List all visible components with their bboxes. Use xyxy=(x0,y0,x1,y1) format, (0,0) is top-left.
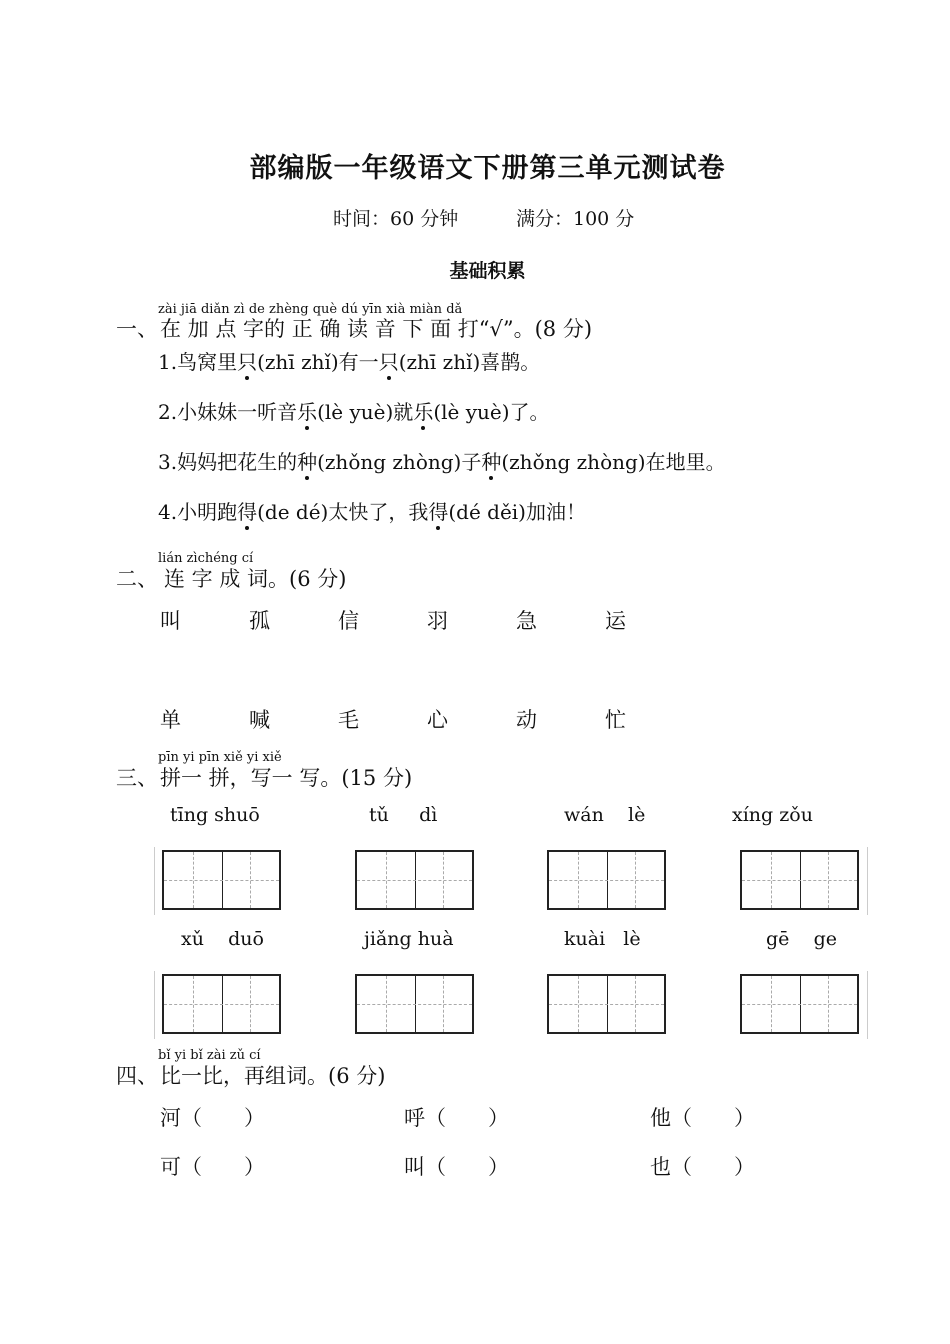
dotted-char: 乐 xyxy=(297,396,317,425)
writing-grid[interactable] xyxy=(547,850,666,910)
page-title: 部编版一年级语文下册第三单元测试卷 xyxy=(249,153,726,184)
pinyin-prompt: xíng zǒu xyxy=(732,804,813,826)
q2-top-char[interactable]: 运 xyxy=(605,609,626,633)
q4-word-blank[interactable]: 可（ ） xyxy=(160,1155,265,1179)
q4-instruction: 比一比，再组词。(6 分) xyxy=(160,1064,386,1088)
q2-top-char[interactable]: 急 xyxy=(516,609,537,633)
q3-instruction: 拼一 拼，写一 写。(15 分) xyxy=(160,766,413,790)
section-heading: 基础积累 xyxy=(449,260,526,282)
pinyin-prompt: tǔ dì xyxy=(369,804,438,826)
q1-item: 2.小妹妹一听音乐(lè yuè)就乐(lè yuè)了。 xyxy=(158,396,550,425)
writing-grid[interactable] xyxy=(740,850,859,910)
exam-time: 时间：60 分钟 xyxy=(333,208,459,230)
q1-instruction: 在 加 点 字的 正 确 读 音 下 面 打“√”。(8 分) xyxy=(160,317,593,341)
pinyin-prompt: jiǎng huà xyxy=(364,928,454,950)
q1-item: 3.妈妈把花生的种(zhǒng zhòng)子种(zhǒng zhòng)在地里。 xyxy=(158,446,726,475)
exam-full-score: 满分：100 分 xyxy=(516,208,635,230)
dotted-char: 种 xyxy=(297,446,317,475)
pinyin-prompt: kuài lè xyxy=(564,928,641,950)
pinyin-prompt: xǔ duō xyxy=(181,928,264,950)
q2-bottom-char[interactable]: 动 xyxy=(516,708,537,732)
pinyin-prompt: tīng shuō xyxy=(170,804,260,826)
q4-word-blank[interactable]: 河（ ） xyxy=(160,1106,265,1130)
q2-bottom-char[interactable]: 毛 xyxy=(338,708,359,732)
dotted-char: 得 xyxy=(428,496,448,525)
q2-instruction: 连 字 成 词。(6 分) xyxy=(164,567,347,591)
q2-number: 二、 xyxy=(116,567,158,591)
pinyin-prompt: gē ge xyxy=(766,928,838,950)
q3-number: 三、 xyxy=(116,766,158,790)
writing-grid[interactable] xyxy=(162,850,281,910)
q2-bottom-char[interactable]: 单 xyxy=(160,708,181,732)
q2-top-char[interactable]: 孤 xyxy=(249,609,270,633)
q3-pinyin: pīn yi pīn xiě yi xiě xyxy=(158,750,282,765)
dotted-char: 只 xyxy=(237,346,257,375)
dotted-char: 只 xyxy=(379,346,399,375)
q4-number: 四、 xyxy=(116,1064,158,1088)
writing-grid[interactable] xyxy=(162,974,281,1034)
q1-item: 4.小明跑得(de dé)太快了，我得(dé děi)加油！ xyxy=(158,496,586,525)
q2-pinyin: lián zìchéng cí xyxy=(158,551,254,566)
writing-grid[interactable] xyxy=(355,850,474,910)
q2-bottom-char[interactable]: 忙 xyxy=(605,708,626,732)
q1-pinyin: zài jiā diǎn zì de zhèng què dú yīn xià miàn dǎ xyxy=(158,302,463,317)
writing-grid[interactable] xyxy=(547,974,666,1034)
dotted-char: 乐 xyxy=(413,396,433,425)
dotted-char: 种 xyxy=(481,446,501,475)
q2-bottom-char[interactable]: 心 xyxy=(427,708,448,732)
q4-word-blank[interactable]: 也（ ） xyxy=(650,1155,755,1179)
writing-grid[interactable] xyxy=(740,974,859,1034)
q4-pinyin: bǐ yi bǐ zài zǔ cí xyxy=(158,1048,261,1063)
q2-top-char[interactable]: 信 xyxy=(338,609,359,633)
dotted-char: 得 xyxy=(237,496,257,525)
q4-word-blank[interactable]: 呼（ ） xyxy=(404,1106,509,1130)
q2-top-char[interactable]: 羽 xyxy=(427,609,448,633)
pinyin-prompt: wán lè xyxy=(564,804,646,826)
q4-word-blank[interactable]: 叫（ ） xyxy=(404,1155,509,1179)
writing-grid[interactable] xyxy=(355,974,474,1034)
q1-item: 1.鸟窝里只(zhī zhǐ)有一只(zhī zhǐ)喜鹊。 xyxy=(158,346,540,375)
q2-top-char[interactable]: 叫 xyxy=(160,609,181,633)
q1-number: 一、 xyxy=(116,317,158,341)
q2-bottom-char[interactable]: 喊 xyxy=(249,708,270,732)
q4-word-blank[interactable]: 他（ ） xyxy=(650,1106,755,1130)
